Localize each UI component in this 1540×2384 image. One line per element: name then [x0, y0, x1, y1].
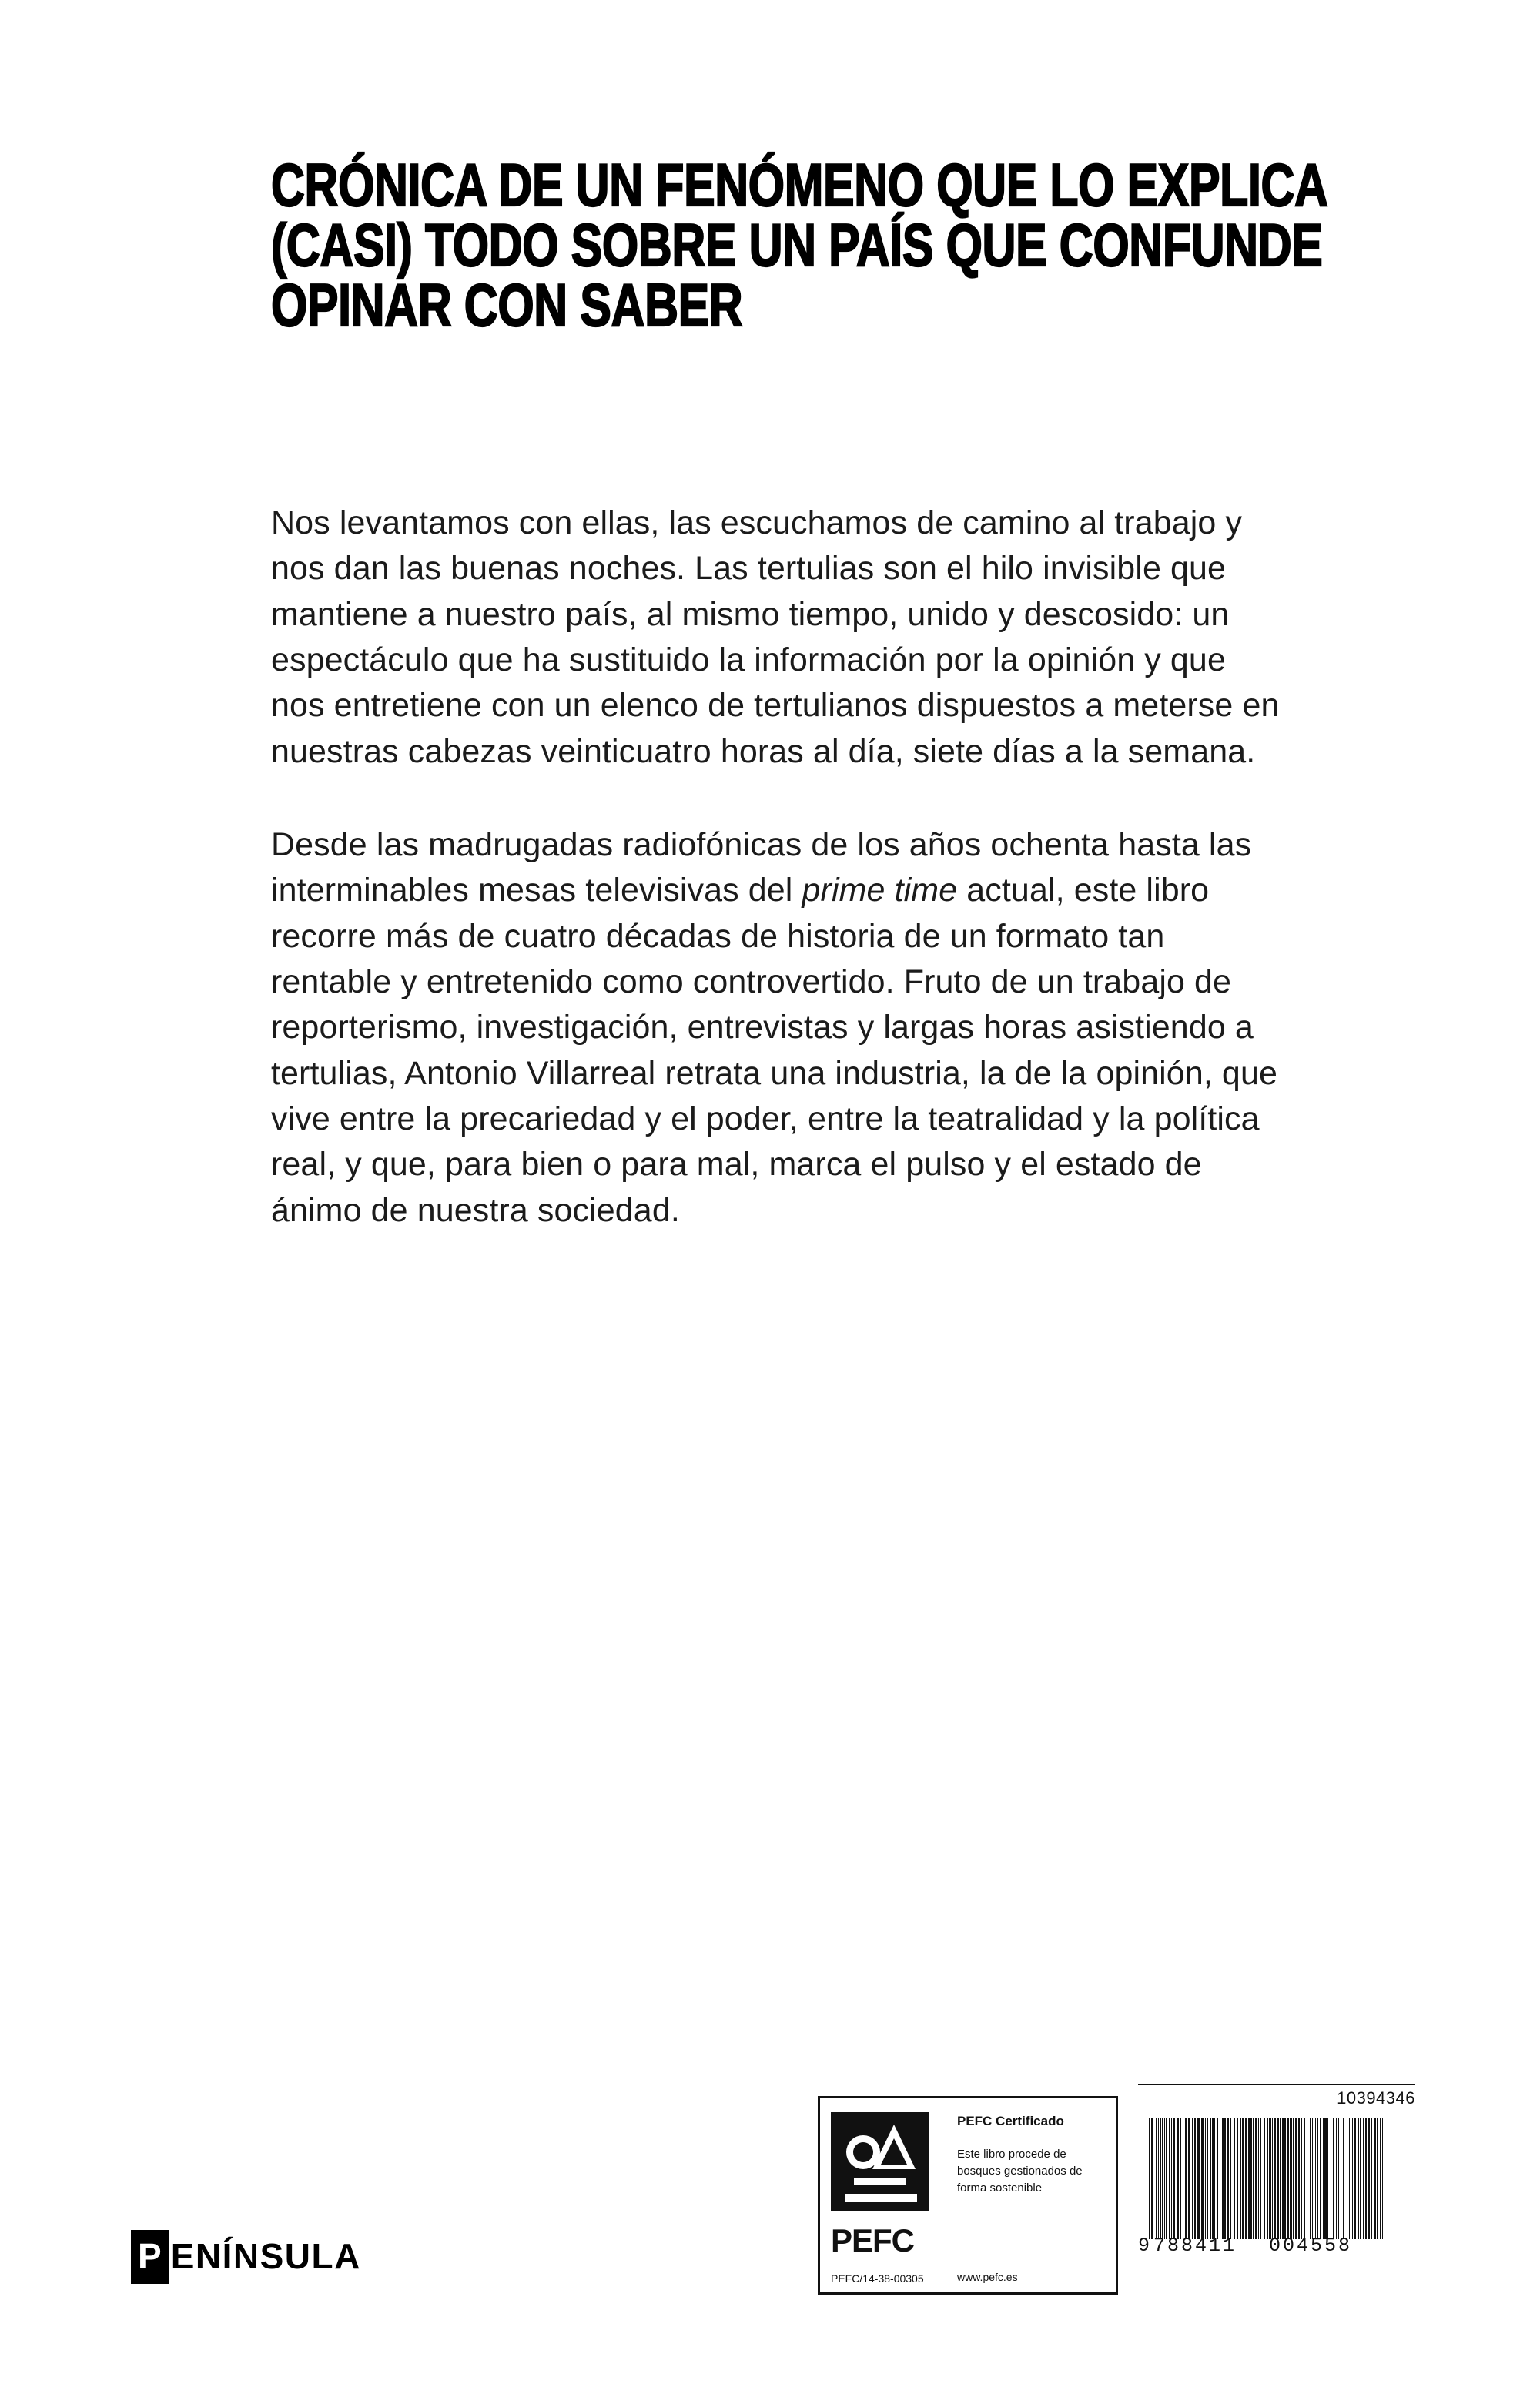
headline-line-2: (CASI) TODO SOBRE UN PAÍS QUE CONFUNDE	[271, 210, 1323, 279]
pefc-wordmark: PEFC	[831, 2222, 915, 2258]
barcode-divider	[1138, 2084, 1415, 2085]
headline-line-1: CRÓNICA DE UN FENÓMENO QUE LO EXPLICA	[271, 151, 1328, 219]
pefc-logo-column	[831, 2108, 946, 2285]
pefc-certification-box	[818, 2096, 1118, 2295]
blurb-paragraph-2-part1: Desde las madrugadas radiofónicas de los años ochenta hasta las interminables mesas televisivas del	[271, 825, 1252, 909]
pefc-text-column	[946, 2108, 1108, 2285]
barcode-isbn	[1138, 2118, 1392, 2261]
pefc-description: Este libro procede de bosques gestionados de forma sostenible	[957, 2148, 1083, 2195]
barcode-lead-digit: 9	[1138, 2235, 1153, 2257]
publisher-name: ENÍNSULA	[170, 2236, 361, 2276]
publisher-logo	[131, 2230, 361, 2284]
pefc-code: PEFC/14-38-00305	[831, 2272, 924, 2285]
publisher-initial: P	[131, 2230, 169, 2284]
headline	[271, 151, 1328, 339]
pefc-certificate-title: PEFC Certificado	[957, 2114, 1064, 2128]
blurb-paragraph-2	[271, 822, 1287, 1234]
blurb-italic-term: prime time	[802, 872, 958, 909]
barcode-bars	[1149, 2118, 1383, 2239]
barcode-group-1: 788411	[1153, 2235, 1237, 2257]
headline-line-3: OPINAR CON SABER	[271, 270, 743, 339]
barcode-area	[1138, 2084, 1415, 2261]
blurb-paragraph-1: Nos levantamos con ellas, las escuchamos de camino al trabajo y nos dan las buenas noches. Las tertulias son el hilo invisible que mantiene a nuestro país, al mismo tiempo, unido y descosido: un espectáculo que ha sustituido la información por la opinión y que nos entretiene con un elenco de tertulianos dispuestos a meterse en nuestras cabezas veinticuatro horas al día, siete días a la semana.	[271, 504, 1280, 770]
barcode-group-2: 004558	[1269, 2235, 1353, 2257]
blurb	[271, 501, 1287, 1234]
blurb-paragraph-2-part2: actual, este libro recorre más de cuatro décadas de historia de un formato tan rentable y entretenido como controvertido. Fruto de un trabajo de reporterismo, investigación, entrevistas y largas horas asistiendo a tertulias, Antonio Villarreal retrata una industria, la de la opinión, que vive entre la precariedad y el poder, entre la teatralidad y la política real, y que, para bien o para mal, marca el pulso y el estado de ánimo de nuestra sociedad.	[271, 872, 1277, 1229]
pefc-tree-logo-icon	[831, 2112, 929, 2211]
pefc-url: www.pefc.es	[957, 2271, 1018, 2283]
internal-number: 10394346	[1337, 2088, 1415, 2108]
barcode-digits	[1138, 2235, 1392, 2257]
